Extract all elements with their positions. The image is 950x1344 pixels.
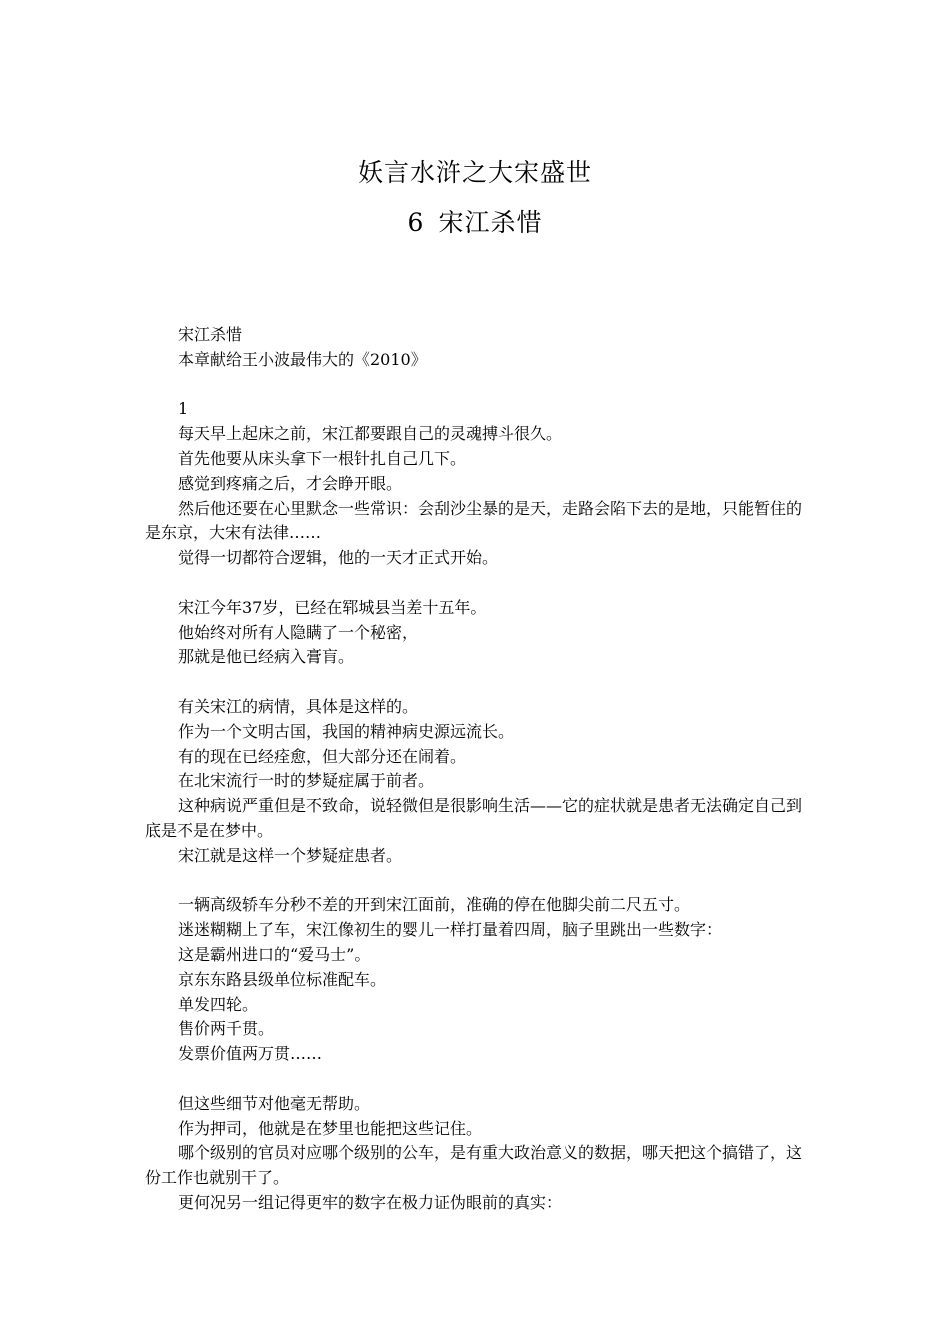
blank-line	[145, 373, 815, 398]
paragraph: 哪个级别的官员对应哪个级别的公车，是有重大政治意义的数据，哪天把这个搞错了，这份工作也就别干了。	[145, 1143, 803, 1188]
paragraph: 售价两千贯。	[178, 1019, 275, 1039]
chapter-name: 宋江杀惜	[438, 208, 543, 237]
paragraph: 发票价值两万贯……	[178, 1044, 323, 1064]
paragraph: 一辆高级轿车分秒不差的开到宋江面前，准确的停在他脚尖前二尺五寸。	[178, 895, 691, 915]
paragraph: 宋江杀惜	[178, 325, 243, 344]
paragraph: 每天早上起床之前，宋江都要跟自己的灵魂搏斗很久。	[178, 424, 563, 444]
paragraph: 有关宋江的病情，具体是这样的。	[178, 696, 419, 716]
paragraph: 1	[178, 399, 189, 419]
paragraph: 在北宋流行一时的梦疑症属于前者。	[178, 771, 435, 791]
paragraph: 单发四轮。	[178, 994, 259, 1014]
paragraph: 宋江就是这样一个梦疑症患者。	[178, 845, 403, 865]
book-title: 妖言水浒之大宋盛世	[357, 158, 592, 187]
chapter-title	[0, 205, 950, 241]
paragraph: 那就是他已经病入膏肓。	[178, 647, 355, 667]
paragraph: 本章献给王小波最伟大的《2010》	[178, 349, 427, 369]
paragraph: 作为押司，他就是在梦里也能把这些记住。	[178, 1118, 483, 1138]
paragraph: 有的现在已经痊愈，但大部分还在闹着。	[178, 746, 467, 766]
paragraph: 宋江今年37岁，已经在郓城县当差十五年。	[178, 597, 487, 617]
paragraph: 这是霸州进口的“爱马士”。	[178, 944, 371, 964]
paragraph: 作为一个文明古国，我国的精神病史源远流长。	[178, 721, 515, 741]
paragraph: 觉得一切都符合逻辑，他的一天才正式开始。	[178, 548, 499, 568]
chapter-body	[145, 323, 815, 1216]
paragraph: 迷迷糊糊上了车，宋江像初生的婴儿一样打量着四周，脑子里跳出一些数字：	[178, 920, 723, 940]
paragraph: 但这些细节对他毫无帮助。	[178, 1093, 371, 1113]
blank-line	[145, 571, 815, 596]
paragraph: 京东东路县级单位标准配车。	[178, 969, 387, 989]
paragraph: 更何况另一组记得更牢的数字在极力证伪眼前的真实：	[178, 1192, 563, 1212]
paragraph: 感觉到疼痛之后，才会睁开眼。	[178, 473, 403, 493]
paragraph: 他始终对所有人隐瞒了一个秘密，	[178, 622, 419, 642]
blank-line	[145, 869, 815, 894]
chapter-number: 6	[407, 208, 425, 237]
blank-line	[145, 1067, 815, 1092]
blank-line	[145, 670, 815, 695]
paragraph: 这种病说严重但是不致命，说轻微但是很影响生活——它的症状就是患者无法确定自己到底是不是在梦中。	[145, 796, 803, 840]
paragraph: 首先他要从床头拿下一根针扎自己几下。	[178, 448, 467, 468]
paragraph: 然后他还要在心里默念一些常识：会刮沙尘暴的是天，走路会陷下去的是地，只能暂住的是东京，大宋有法律……	[145, 498, 803, 543]
